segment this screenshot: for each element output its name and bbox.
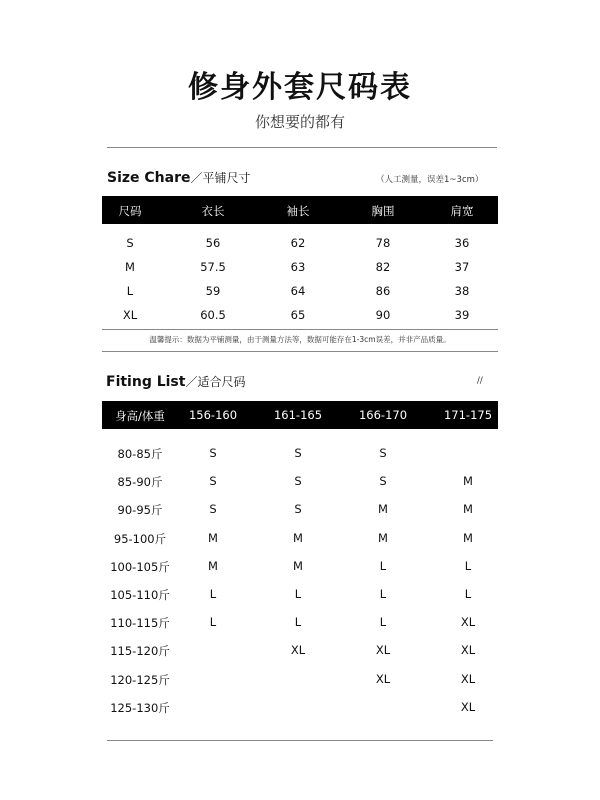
fitting-heading: Fiting List／适合尺码 (106, 374, 246, 390)
table-cell: S (209, 502, 217, 517)
table-cell: 115-120斤 (110, 644, 170, 659)
table-cell: 65 (290, 308, 306, 322)
table-cell: L (126, 284, 134, 298)
table-cell: 100-105斤 (110, 559, 170, 574)
table-cell: S (126, 236, 134, 250)
table-cell: 78 (375, 236, 391, 250)
table-cell: M (208, 530, 218, 545)
column-header: 171-175 (443, 408, 493, 422)
divider (102, 329, 498, 330)
table-cell: S (294, 474, 302, 489)
divider (102, 351, 498, 352)
table-cell: M (463, 474, 473, 489)
table-cell: XL (460, 699, 476, 714)
table-cell: 120-125斤 (110, 672, 170, 687)
table-cell: XL (122, 308, 138, 322)
column-header: 156-160 (188, 408, 238, 422)
column-header: 身高/体重 (115, 409, 165, 423)
table-cell: S (209, 446, 217, 460)
table-cell: S (209, 474, 217, 489)
table-cell: 59 (205, 284, 221, 298)
column-header: 胸围 (371, 204, 395, 218)
table-cell: L (379, 558, 387, 573)
measurement-hint: （人工测量，误差1~3cm） (376, 175, 484, 185)
table-cell: S (379, 474, 387, 489)
table-cell: L (209, 615, 217, 630)
table-cell: 38 (454, 284, 470, 298)
table-cell: XL (460, 671, 476, 686)
table-cell: L (464, 587, 472, 601)
table-cell: M (125, 260, 135, 274)
table-cell: 37 (454, 260, 470, 274)
table-cell: 60.5 (200, 308, 226, 322)
table-cell: 64 (290, 284, 306, 298)
table-cell: S (379, 446, 387, 460)
column-header: 161-165 (273, 408, 323, 422)
table-cell: 57.5 (200, 260, 226, 274)
table-cell: XL (290, 643, 306, 658)
column-header: 尺码 (118, 204, 142, 218)
size-chart-heading: Size Chare／平铺尺寸 (107, 170, 251, 186)
table-cell: 90 (375, 308, 391, 322)
table-cell: L (294, 587, 302, 601)
column-header: 166-170 (358, 408, 408, 422)
divider (107, 147, 497, 148)
table-cell: 82 (375, 260, 391, 274)
table-cell: 95-100斤 (113, 531, 167, 546)
column-header: 袖长 (286, 204, 310, 218)
table-cell: M (378, 502, 388, 517)
table-cell: 90-95斤 (117, 503, 163, 518)
table-cell: 63 (290, 260, 306, 274)
table-cell: 125-130斤 (110, 700, 170, 715)
table-cell: M (378, 530, 388, 545)
table-cell: 80-85斤 (117, 447, 163, 461)
table-cell: M (463, 502, 473, 517)
column-header: 肩宽 (450, 204, 474, 218)
table-cell: L (379, 587, 387, 601)
size-chart-header (102, 196, 498, 224)
table-cell: M (208, 558, 218, 573)
table-cell: XL (460, 643, 476, 658)
table-cell: M (293, 530, 303, 545)
table-cell: XL (375, 671, 391, 686)
decorative-mark: // (477, 376, 483, 386)
table-cell: L (379, 615, 387, 630)
table-cell: L (294, 615, 302, 630)
table-cell: 62 (290, 236, 306, 250)
column-header: 衣长 (201, 204, 225, 218)
fitting-header (102, 401, 498, 429)
divider (107, 740, 493, 741)
table-cell: XL (375, 643, 391, 658)
page-subtitle: 你想要的都有 (254, 113, 345, 131)
table-cell: 36 (454, 236, 470, 250)
table-cell: L (464, 558, 472, 573)
table-cell: 110-115斤 (110, 616, 170, 631)
table-cell: XL (460, 615, 476, 630)
table-cell: S (294, 502, 302, 517)
table-cell: 105-110斤 (110, 588, 170, 602)
size-note: 温馨提示：数据为平铺测量，由于测量方法等，数据可能存在1-3cm误差，并非产品质量。 (149, 335, 451, 344)
table-cell: 86 (375, 284, 391, 298)
table-cell: 85-90斤 (117, 475, 163, 490)
page-title: 修身外套尺码表 (188, 70, 412, 105)
table-cell: 56 (205, 236, 221, 250)
table-cell: 39 (454, 308, 470, 322)
table-cell: S (294, 446, 302, 460)
table-cell: M (293, 558, 303, 573)
table-cell: L (209, 587, 217, 601)
table-cell: M (463, 530, 473, 545)
